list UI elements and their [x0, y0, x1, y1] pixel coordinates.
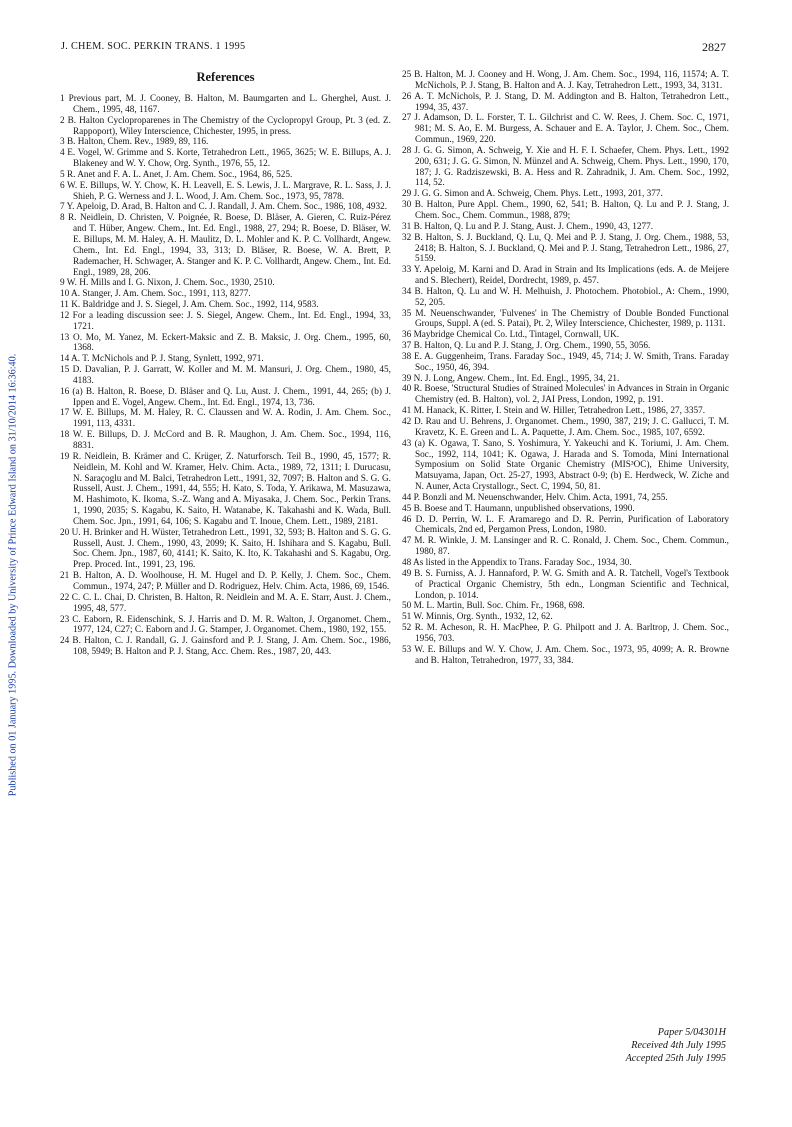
reference-entry: 22 C. C. L. Chai, D. Christen, B. Halton, R. Neidlein and M. A. E. Starr, Aust. J. Chem., 1995, 48, 577.	[60, 592, 391, 614]
page-number: 2827	[702, 40, 726, 54]
reference-entry: 21 B. Halton, A. D. Woolhouse, H. M. Hugel and D. P. Kelly, J. Chem. Soc., Chem. Commun., 1974, 247; P. Müller and D. Rodriguez, Helv. Chim. Acta, 1986, 69, 1546.	[60, 571, 391, 592]
reference-entry: 7 Y. Apeloig, D. Arad, B. Halton and C. J. Randall, J. Am. Chem. Soc., 1986, 108, 4932.	[60, 202, 388, 213]
reference-entry: 52 R. M. Acheson, R. H. MacPhee, P. G. Philpott and J. A. Barltrop, J. Chem. Soc., 1956, 703.	[402, 623, 729, 644]
reference-entry: 16 (a) B. Halton, R. Boese, D. Bläser and Q. Lu, Aust. J. Chem., 1991, 44, 265; (b) J. Ippen and E. Vogel, Angew. Chem., Int. Ed. Engl., 1974, 13, 736.	[60, 386, 391, 408]
references-column-left	[60, 70, 391, 658]
reference-entry: 47 M. R. Winkle, J. M. Lansinger and R. C. Ronald, J. Chem. Soc., Chem. Commun., 1980, 87.	[402, 536, 729, 558]
reference-entry: 34 B. Halton, Q. Lu and W. H. Melhuish, J. Photochem. Photobiol., A: Chem., 1990, 52, 205.	[402, 286, 729, 308]
reference-entry: 8 R. Neidlein, D. Christen, V. Poignée, R. Boese, D. Bläser, A. Gieren, C. Ruiz-Pérez and T. Hüber, Angew. Chem., Int. Ed. Engl., 1988, 27, 294; R. Boese, D. Bläser, W. E. Billups, M. M. Haley, A. H. Maulitz, D. L. Mohler and K. P. C. Vollhardt, Angew. Chem., Int. Ed. Engl., 1994, 33, 313; D. Bläser, R. Boese, W. A. Brett, P. Rademacher, H. Schwager, A. Stanger and K. P. C. Vollhardt, Angew. Chem., Int. Ed. Engl., 1989, 28, 206.	[60, 213, 391, 278]
reference-entry: 11 K. Baldridge and J. S. Siegel, J. Am. Chem. Soc., 1992, 114, 9583.	[60, 300, 319, 311]
references-column-right	[402, 70, 729, 666]
reference-list-left	[60, 94, 391, 658]
received-date: Received 4th July 1995	[631, 1040, 726, 1051]
reference-entry: 24 B. Halton, C. J. Randall, G. J. Gainsford and P. J. Stang, J. Am. Chem. Soc., 1986, 108, 5949; B. Halton and P. J. Stang, Acc. Chem. Res., 1987, 20, 443.	[60, 636, 391, 658]
reference-entry: 43 (a) K. Ogawa, T. Sano, S. Yoshimura, Y. Yakeuchi and K. Toriumi, J. Am. Chem. Soc., 1992, 114, 1041; K. Ogawa, J. Harada and S. Tomoda, Mini International Symposium on Solid State Organic Chemistry (MIS³OC), Ehime University, Matsuyama, Japan, Oct. 25-27, 1993, Abstract 0-9; (b) E. Herdweck, W. Ziche and N. Auner, Acta Crystallogr., Sect. C, 1994, 50, 81.	[402, 438, 729, 493]
reference-entry: 50 M. L. Martin, Bull. Soc. Chim. Fr., 1968, 698.	[402, 601, 585, 612]
reference-entry: 37 B. Halton, Q. Lu and P. J. Stang, J. Org. Chem., 1990, 55, 3056.	[402, 341, 651, 352]
reference-entry: 1 Previous part, M. J. Cooney, B. Halton, M. Baumgarten and L. Gherghel, Aust. J. Chem., 1995, 48, 1167.	[60, 94, 391, 115]
reference-entry: 5 R. Anet and F. A. L. Anet, J. Am. Chem. Soc., 1964, 86, 525.	[60, 169, 293, 180]
paper-footer	[626, 1026, 726, 1065]
reference-entry: 33 Y. Apeloig, M. Karni and D. Arad in Strain and Its Implications (eds. A. de Meijere and S. Blechert), Reidel, Dordrecht, 1989, p. 457.	[402, 265, 729, 287]
reference-entry: 42 D. Rau and U. Behrens, J. Organomet. Chem., 1990, 387, 219; J. C. Gallucci, T. M. Kravetz, K. E. Green and L. A. Paquette, J. Am. Chem. Soc., 1985, 107, 6592.	[402, 417, 729, 438]
reference-list-right	[402, 70, 729, 666]
reference-entry: 29 J. G. G. Simon and A. Schweig, Chem. Phys. Lett., 1993, 201, 377.	[402, 189, 663, 200]
reference-entry: 46 D. D. Perrin, W. L. F. Aramarego and D. R. Perrin, Purification of Laboratory Chemicals, 2nd ed, Pergamon Press, London, 1980.	[402, 514, 729, 536]
reference-entry: 12 For a leading discussion see: J. S. Siegel, Angew. Chem., Int. Ed. Engl., 1994, 33, 1721.	[60, 310, 391, 332]
reference-entry: 6 W. E. Billups, W. Y. Chow, K. H. Leavell, E. S. Lewis, J. L. Margrave, R. L. Sass, J. J. Shieh, P. G. Werness and J. L. Wood, J. Am. Chem. Soc., 1973, 95, 7878.	[60, 180, 391, 202]
reference-entry: 53 W. E. Billups and W. Y. Chow, J. Am. Chem. Soc., 1973, 95, 4099; A. R. Browne and B. Halton, Tetrahedron, 1977, 33, 384.	[402, 644, 729, 666]
reference-entry: 51 W. Minnis, Org. Synth., 1932, 12, 62.	[402, 612, 553, 623]
reference-entry: 27 J. Adamson, D. L. Forster, T. L. Gilchrist and C. W. Rees, J. Chem. Soc. C, 1971, 981; M. S. Ao, E. M. Burgess, A. Schauer and E. A. Taylor, J. Chem. Soc., Chem. Commun., 1969, 220.	[402, 113, 729, 146]
references-heading: References	[196, 70, 255, 84]
reference-entry: 45 B. Boese and T. Haumann, unpublished observations, 1990.	[402, 503, 635, 514]
reference-entry: 40 R. Boese, 'Structural Studies of Strained Molecules' in Advances in Strain in Organic Chemistry (ed. B. Halton), vol. 2, JAI Press, London, 1992, p. 191.	[402, 384, 729, 406]
reference-entry: 4 E. Vogel, W. Grimme and S. Korte, Tetrahedron Lett., 1965, 3625; W. E. Billups, A. J. Blakeney and W. Y. Chow, Org. Synth., 1976, 55, 12.	[60, 148, 391, 170]
reference-entry: 3 B. Halton, Chem. Rev., 1989, 89, 116.	[60, 137, 209, 148]
accepted-date: Accepted 25th July 1995	[625, 1053, 726, 1064]
reference-entry: 31 B. Halton, Q. Lu and P. J. Stang, Aust. J. Chem., 1990, 43, 1277.	[402, 221, 654, 232]
reference-entry: 44 P. Bonzli and M. Neuenschwander, Helv. Chim. Acta, 1991, 74, 255.	[402, 492, 668, 503]
reference-entry: 32 B. Halton, S. J. Buckland, Q. Lu, Q. Mei and P. J. Stang, J. Org. Chem., 1988, 53, 2418; B. Halton, S. J. Buckland, Q. Mei and P. J. Stang, Tetrahedron Lett., 1986, 27, 5159.	[402, 232, 729, 265]
paper-number: Paper 5/04301H	[657, 1027, 726, 1038]
reference-entry: 26 A. T. McNichols, P. J. Stang, D. M. Addington and B. Halton, Tetrahedron Lett., 1994, 35, 437.	[402, 91, 729, 113]
reference-entry: 39 N. J. Long, Angew. Chem., Int. Ed. Engl., 1995, 34, 21.	[402, 373, 620, 384]
reference-entry: 25 B. Halton, M. J. Cooney and H. Wong, J. Am. Chem. Soc., 1994, 116, 11574; A. T. McNichols, P. J. Stang, B. Halton and A. J. Kay, Tetrahedron Lett., 1993, 34, 3131.	[402, 70, 729, 91]
reference-entry: 20 U. H. Brinker and H. Wüster, Tetrahedron Lett., 1991, 32, 593; B. Halton and S. G. G. Russell, Aust. J. Chem., 1990, 43, 2099; K. Saito, H. Ishihara and S. Kagabu, Bull. Soc. Chem. Jpn., 1987, 60, 4141; K. Saito, K. Ito, K. Takahashi and S. Kagabu, Org. Prep. Proced. Int., 1991, 23, 196.	[60, 527, 391, 571]
running-head: J. CHEM. SOC. PERKIN TRANS. 1 1995	[61, 41, 246, 52]
reference-entry: 23 C. Eaborn, R. Eidenschink, S. J. Harris and D. M. R. Walton, J. Organomet. Chem., 1977, 124, C27; C. Eaborn and J. G. Stamper, J. Organomet. Chem., 1980, 192, 155.	[60, 614, 391, 636]
download-notice: Published on 01 January 1995. Downloaded by University of Prince Edward Island on 31/10/2014 16:36:40.	[7, 353, 19, 797]
reference-entry: 18 W. E. Billups, D. J. McCord and B. R. Maughon, J. Am. Chem. Soc., 1994, 116, 8831.	[60, 430, 391, 451]
reference-entry: 9 W. H. Mills and I. G. Nixon, J. Chem. Soc., 1930, 2510.	[60, 278, 275, 289]
reference-entry: 17 W. E. Billups, M. M. Haley, R. C. Claussen and W. A. Rodin, J. Am. Chem. Soc., 1991, 113, 4331.	[60, 408, 391, 430]
reference-entry: 49 B. S. Furniss, A. J. Hannaford, P. W. G. Smith and A. R. Tatchell, Vogel's Textbook of Practical Organic Chemistry, 5th edn., Longman Scientific and Technical, London, p. 1014.	[402, 568, 729, 601]
reference-entry: 10 A. Stanger, J. Am. Chem. Soc., 1991, 113, 8277.	[60, 289, 251, 300]
reference-entry: 19 R. Neidlein, B. Krämer and C. Krüger, Z. Naturforsch. Teil B., 1990, 45, 1577; R. Neidlein, M. Kohl and W. Kramer, Helv. Chim. Acta., 1989, 72, 1311; I. Durucasu, N. Saraçoglu and M. Balci, Tetrahedron Lett., 1991, 32, 7097; B. Halton and S. G. G. Russell, Aust. J. Chem., 1991, 44, 555; H. Kato, S. Toda, Y. Arikawa, M. Masuzawa, M. Hashimoto, K. Ikoma, S.-Z. Wang and A. Miyasaka, J. Chem. Soc., Perkin Trans. 1, 1990, 2035; S. Kagabu, K. Saito, H. Watanabe, K. Takahashi and K. Wada, Bull. Chem. Soc. Jpn., 1991, 64, 106; S. Kagabu and T. Inoue, Chem. Lett., 1989, 2181.	[60, 451, 391, 527]
reference-entry: 35 M. Neuenschwander, 'Fulvenes' in The Chemistry of Double Bonded Functional Groups, Suppl. A (ed. S. Patai), Pt. 2, Wiley Interscience, Chichester, 1989, p. 1131.	[402, 308, 729, 330]
reference-entry: 14 A. T. McNichols and P. J. Stang, Synlett, 1992, 971.	[60, 354, 264, 365]
download-watermark	[2, 215, 24, 935]
reference-entry: 15 D. Davalian, P. J. Garratt, W. Koller and M. M. Mansuri, J. Org. Chem., 1980, 45, 4183.	[60, 365, 391, 386]
reference-entry: 30 B. Halton, Pure Appl. Chem., 1990, 62, 541; B. Halton, Q. Lu and P. J. Stang, J. Chem. Soc., Chem. Commun., 1988, 879;	[402, 200, 729, 221]
reference-entry: 36 Maybridge Chemical Co. Ltd., Tintagel, Cornwall, UK.	[402, 330, 620, 341]
reference-entry: 41 M. Hanack, K. Ritter, I. Stein and W. Hiller, Tetrahedron Lett., 1986, 27, 3357.	[402, 406, 706, 417]
reference-entry: 38 E. A. Guggenheim, Trans. Faraday Soc., 1949, 45, 714; J. W. Smith, Trans. Faraday Soc., 1950, 46, 394.	[402, 351, 729, 373]
reference-entry: 13 O. Mo, M. Yanez, M. Eckert-Maksic and Z. B. Maksic, J. Org. Chem., 1995, 60, 1368.	[60, 332, 391, 354]
reference-entry: 28 J. G. G. Simon, A. Schweig, Y. Xie and H. F. I. Schaefer, Chem. Phys. Lett., 1992 200, 631; J. G. G. Simon, N. Münzel and A. Schweig, Chem. Phys. Lett., 1990, 170, 187; J. G. Radziszewski, B. A. Hess and R. Zahradnik, J. Am. Chem. Soc., 1992, 114, 52.	[402, 145, 729, 189]
reference-entry: 48 As listed in the Appendix to Trans. Faraday Soc., 1934, 30.	[402, 557, 632, 568]
reference-entry: 2 B. Halton Cycloproparenes in The Chemistry of the Cyclopropyl Group, Pt. 3 (ed. Z. Rappoport), Wiley Interscience, Chichester, 1995, in press.	[60, 115, 391, 137]
